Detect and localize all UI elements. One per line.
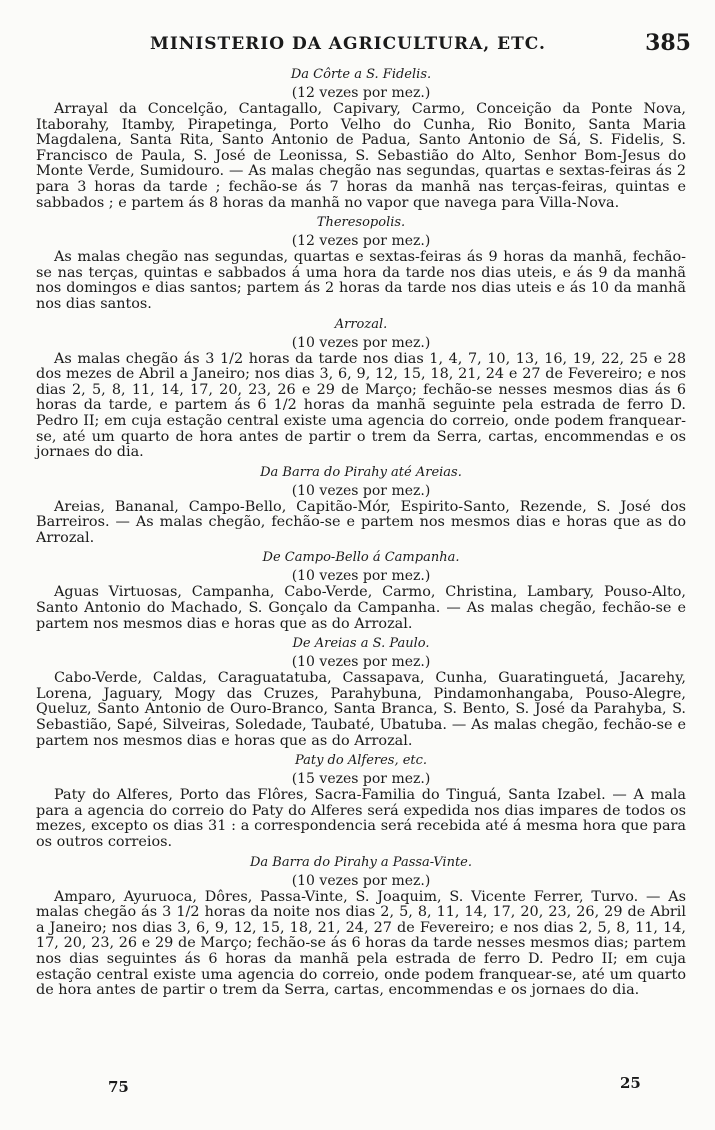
section-campo-bello-campanha xyxy=(36,549,686,632)
section-title: Da Barra do Pirahy até Areias. xyxy=(260,464,462,480)
section-title: Arrozal. xyxy=(334,316,388,332)
running-title: MINISTERIO DA AGRICULTURA, ETC. xyxy=(150,34,546,54)
section-frequency: (10 vezes por mez.) xyxy=(291,482,431,499)
section-title: De Campo-Bello á Campanha. xyxy=(262,550,460,566)
section-title: Da Côrte a S. Fidelis. xyxy=(290,67,432,82)
section-text: Arrayal da Concelção, Cantagallo, Capivary, Carmo, Conceição da Ponte Nova, Itaborahy, Itamby, Pirapetinga, Porto Velho do Cunha, Rio Bonito, Santa Maria Magdalena, Santa Rita, Santo Antonio de Padua, Santo Antonio de Sá, S. Fidelis, S. Francisco de Paula, S. José de Leonissa, S. Sebastião do Alto, Senhor Bom-Jesus do Monte Verde, Sumidouro. — As malas chegão nas segundas, quartas e sextas-feiras ás 2 para 3 horas da tarde ; fechão-se ás 7 horas da manhã nas terças-feiras, quintas e sabbados ; e partem ás 8 horas da manhã no vapor que navega para Villa-Nova. xyxy=(36,101,686,211)
section-title: De Areias a S. Paulo. xyxy=(292,636,430,652)
section-frequency: (10 vezes por mez.) xyxy=(291,872,431,889)
signature-mark-right: 25 xyxy=(620,1074,641,1092)
section-frequency: (10 vezes por mez.) xyxy=(291,568,431,585)
section-title: Da Barra do Pirahy a Passa-Vinte. xyxy=(250,854,472,870)
section-text: Cabo-Verde, Caldas, Caraguatatuba, Cassapava, Cunha, Guaratinguetá, Jacarehy, Lorena, Jaguary, Mogy das Cruzes, Parahybuna, Pindamonhangaba, Pouso-Alegre, Queluz, Santo Antonio de Ouro-Branco, Santa Branca, S. Bento, S. José da Parahyba, S. Sebastião, Sapé, Silveiras, Soledade, Taubaté, Ubatuba. — As malas chegão, fechão-se e partem nos mesmos dias e horas que as do Arrozal. xyxy=(36,670,686,749)
section-frequency: (12 vezes por mez.) xyxy=(291,85,431,101)
section-text: Aguas Virtuosas, Campanha, Cabo-Verde, Carmo, Christina, Lambary, Pouso-Alto, Santo Antonio do Machado, S. Gonçalo da Campanha. — As malas chegão, fechão-se e partem nos mesmos dias e horas que as do Arrozal. xyxy=(36,584,686,632)
section-text: As malas chegão nas segundas, quartas e sextas-feiras ás 9 horas da manhã, fechão-se nas terças, quintas e sabbados á uma hora da tarde nos dias uteis, e ás 9 da manhã nos domingos e dias santos; partem ás 2 horas da tarde nos dias uteis e ás 10 da manhã nos dias santos. xyxy=(36,249,686,312)
signature-mark-left: 75 xyxy=(108,1078,129,1096)
section-title: Paty do Alferes, etc. xyxy=(294,753,428,769)
section-frequency: (10 vezes por mez.) xyxy=(291,654,431,671)
section-text: Amparo, Ayuruoca, Dôres, Passa-Vinte, S. Joaquim, S. Vicente Ferrer, Turvo. — As malas chegão ás 3 1/2 horas da noite nos dias 2, 5, 8, 11, 14, 17, 20, 23, 26, 29 de Abril a Janeiro; nos dias 3, 6, 9, 12, 15, 18, 21, 24, 27 de Fevereiro; e nos dias 2, 5, 8, 11, 14, 17, 20, 23, 26 e 29 de Março; fechão-se ás 6 horas da tarde nesses mesmos dias; partem nos dias seguintes ás 6 horas da manhã pela estrada de ferro D. Pedro II; em cuja estação central existe uma agencia do correio, onde podem franquear-se, até um quarto de hora antes de partir o trem da Serra, cartas, encommendas e os jornaes do dia. xyxy=(36,888,686,999)
section-areias-sao-paulo xyxy=(36,635,686,749)
page-number: 385 xyxy=(645,30,691,56)
section-text: As malas chegão ás 3 1/2 horas da tarde nos dias 1, 4, 7, 10, 13, 16, 19, 22, 25 e 28 dos mezes de Abril a Janeiro; nos dias 3, 6, 9, 12, 15, 18, 21, 24 e 27 de Fevereiro; e nos dias 2, 5, 8, 11, 14, 17, 20, 23, 26 e 29 de Março; fechão-se nesses mesmos dias ás 6 horas da tarde, e partem ás 6 1/2 horas da manhã seguinte pela estrada de ferro D. Pedro II; em cuja estação central existe uma agencia do correio, onde podem franquear-se, até um quarto de hora antes de partir o trem da Serra, cartas, encommendas e os jornaes do dia. xyxy=(36,350,686,461)
section-theresopolis xyxy=(36,214,686,312)
section-text: Paty do Alferes, Porto das Flôres, Sacra-Familia do Tinguá, Santa Izabel. — A mala para a agencia do correio do Paty do Alferes será expedida nos dias impares de todos os mezes, excepto os dias 31 : a correspondencia será recebida até á mesma hora que para os outros correios. xyxy=(36,787,686,850)
running-head xyxy=(0,30,715,60)
section-paty-alferes xyxy=(36,752,686,850)
section-frequency: (12 vezes por mez.) xyxy=(291,233,431,250)
section-frequency: (15 vezes por mez.) xyxy=(291,771,431,788)
document-body xyxy=(36,64,686,1002)
section-barra-pirahy-passa-vinte xyxy=(36,854,686,999)
page-footer xyxy=(0,1074,715,1104)
section-barra-pirahy-areias xyxy=(36,464,686,547)
section-text: Areias, Bananal, Campo-Bello, Capitão-Mór, Espirito-Santo, Rezende, S. José dos Barreiros. — As malas chegão, fechão-se e partem nos mesmos dias e horas que as do Arrozal. xyxy=(36,498,686,546)
section-title: Theresopolis. xyxy=(316,215,406,231)
section-corte-fidelis xyxy=(36,66,686,211)
section-frequency: (10 vezes por mez.) xyxy=(291,334,431,351)
section-arrozal xyxy=(36,316,686,461)
